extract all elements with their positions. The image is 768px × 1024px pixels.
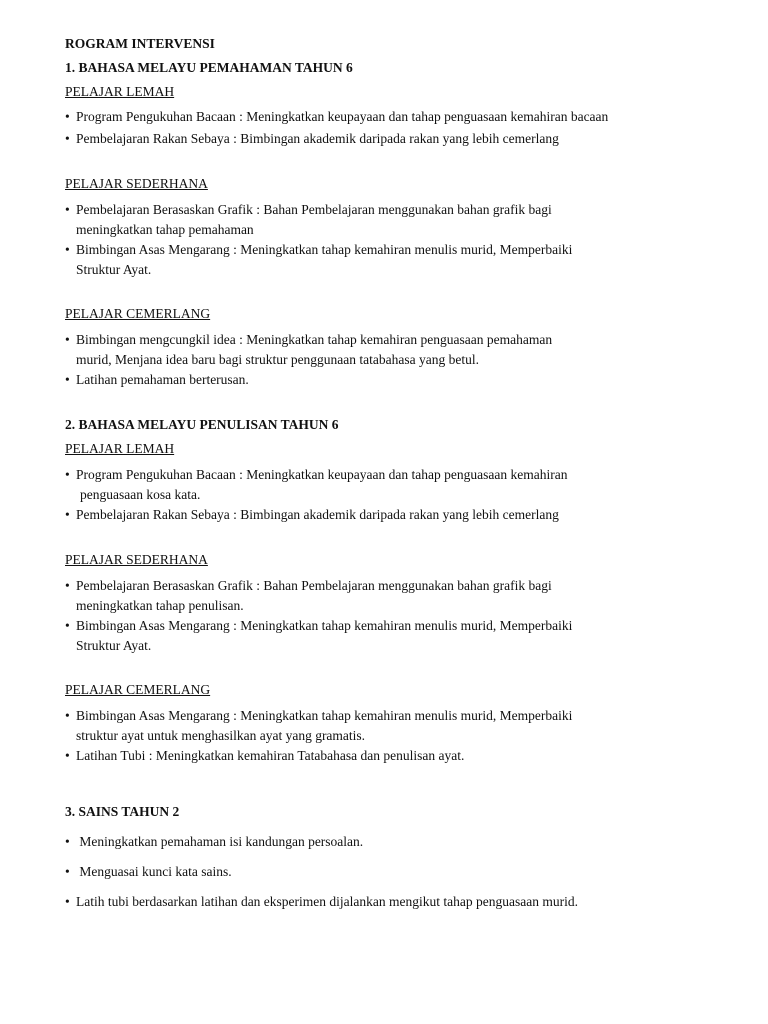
list-item: • Program Pengukuhan Bacaan : Meningkatkan keupayaan dan tahap penguasaan kemahiran penguasaan kosa kata. xyxy=(65,467,568,502)
bullet-icon: • xyxy=(65,332,70,347)
group-label: PELAJAR LEMAH xyxy=(65,441,175,456)
bullet-list xyxy=(65,330,768,390)
list-item: • Bimbingan mengcungkil idea : Meningkatkan tahap kemahiran penguasaan pemahaman murid, Menjana idea baru bagi struktur penggunaan tatabahasa yang betul. xyxy=(65,332,553,367)
section-heading: 1. BAHASA MELAYU PEMAHAMAN TAHUN 6 xyxy=(65,60,353,75)
group-label: PELAJAR SEDERHANA xyxy=(65,176,208,191)
bullet-icon: • xyxy=(65,708,70,723)
list-item: • Pembelajaran Berasaskan Grafik : Bahan Pembelajaran menggunakan bahan grafik bagi meningkatkan tahap penulisan. xyxy=(65,578,552,613)
list-item: • Bimbingan Asas Mengarang : Meningkatkan tahap kemahiran menulis murid, Memperbaiki struktur ayat untuk menghasilkan ayat yang gramatis. xyxy=(65,708,573,743)
group-label: PELAJAR SEDERHANA xyxy=(65,552,208,567)
bullet-icon: • xyxy=(65,864,70,879)
bullet-icon: • xyxy=(65,372,70,387)
list-item: • Pembelajaran Berasaskan Grafik : Bahan Pembelajaran menggunakan bahan grafik bagi meningkatkan tahap pemahaman xyxy=(65,202,552,237)
bullet-icon: • xyxy=(65,618,70,633)
bullet-list xyxy=(65,576,768,656)
list-item: • Pembelajaran Rakan Sebaya : Bimbingan akademik daripada rakan yang lebih cemerlang xyxy=(65,129,768,149)
list-item: • Latih tubi berdasarkan latihan dan eksperimen dijalankan mengikut tahap penguasaan murid. xyxy=(65,892,768,912)
page-title: ROGRAM INTERVENSI xyxy=(65,36,215,51)
bullet-icon: • xyxy=(65,109,70,124)
bullet-icon: • xyxy=(65,467,70,482)
list-item: • Program Pengukuhan Bacaan : Meningkatkan keupayaan dan tahap penguasaan kemahiran bacaan xyxy=(65,107,768,127)
bullet-icon: • xyxy=(65,131,70,146)
bullet-icon: • xyxy=(65,748,70,763)
list-item: • Meningkatkan pemahaman isi kandungan persoalan. xyxy=(65,832,768,852)
bullet-icon: • xyxy=(65,578,70,593)
list-item: • Latihan Tubi : Meningkatkan kemahiran Tatabahasa dan penulisan ayat. xyxy=(65,746,768,766)
list-item: • Latihan pemahaman berterusan. xyxy=(65,370,768,390)
bullet-list xyxy=(65,706,768,766)
bullet-list xyxy=(65,832,768,912)
bullet-list xyxy=(65,107,768,149)
bullet-icon: • xyxy=(65,202,70,217)
bullet-list xyxy=(65,465,768,525)
bullet-icon: • xyxy=(65,507,70,522)
list-item: • Bimbingan Asas Mengarang : Meningkatkan tahap kemahiran menulis murid, Memperbaiki Struktur Ayat. xyxy=(65,242,573,277)
section-heading: 3. SAINS TAHUN 2 xyxy=(65,804,180,819)
bullet-icon: • xyxy=(65,834,70,849)
bullet-list xyxy=(65,200,768,280)
bullet-icon: • xyxy=(65,242,70,257)
group-label: PELAJAR CEMERLANG xyxy=(65,306,211,321)
list-item: • Menguasai kunci kata sains. xyxy=(65,862,768,882)
section-heading: 2. BAHASA MELAYU PENULISAN TAHUN 6 xyxy=(65,417,339,432)
group-label: PELAJAR LEMAH xyxy=(65,84,175,99)
group-label: PELAJAR CEMERLANG xyxy=(65,682,211,697)
list-item: • Pembelajaran Rakan Sebaya : Bimbingan akademik daripada rakan yang lebih cemerlang xyxy=(65,505,768,525)
list-item: • Bimbingan Asas Mengarang : Meningkatkan tahap kemahiran menulis murid, Memperbaiki Struktur Ayat. xyxy=(65,618,573,653)
bullet-icon: • xyxy=(65,894,70,909)
